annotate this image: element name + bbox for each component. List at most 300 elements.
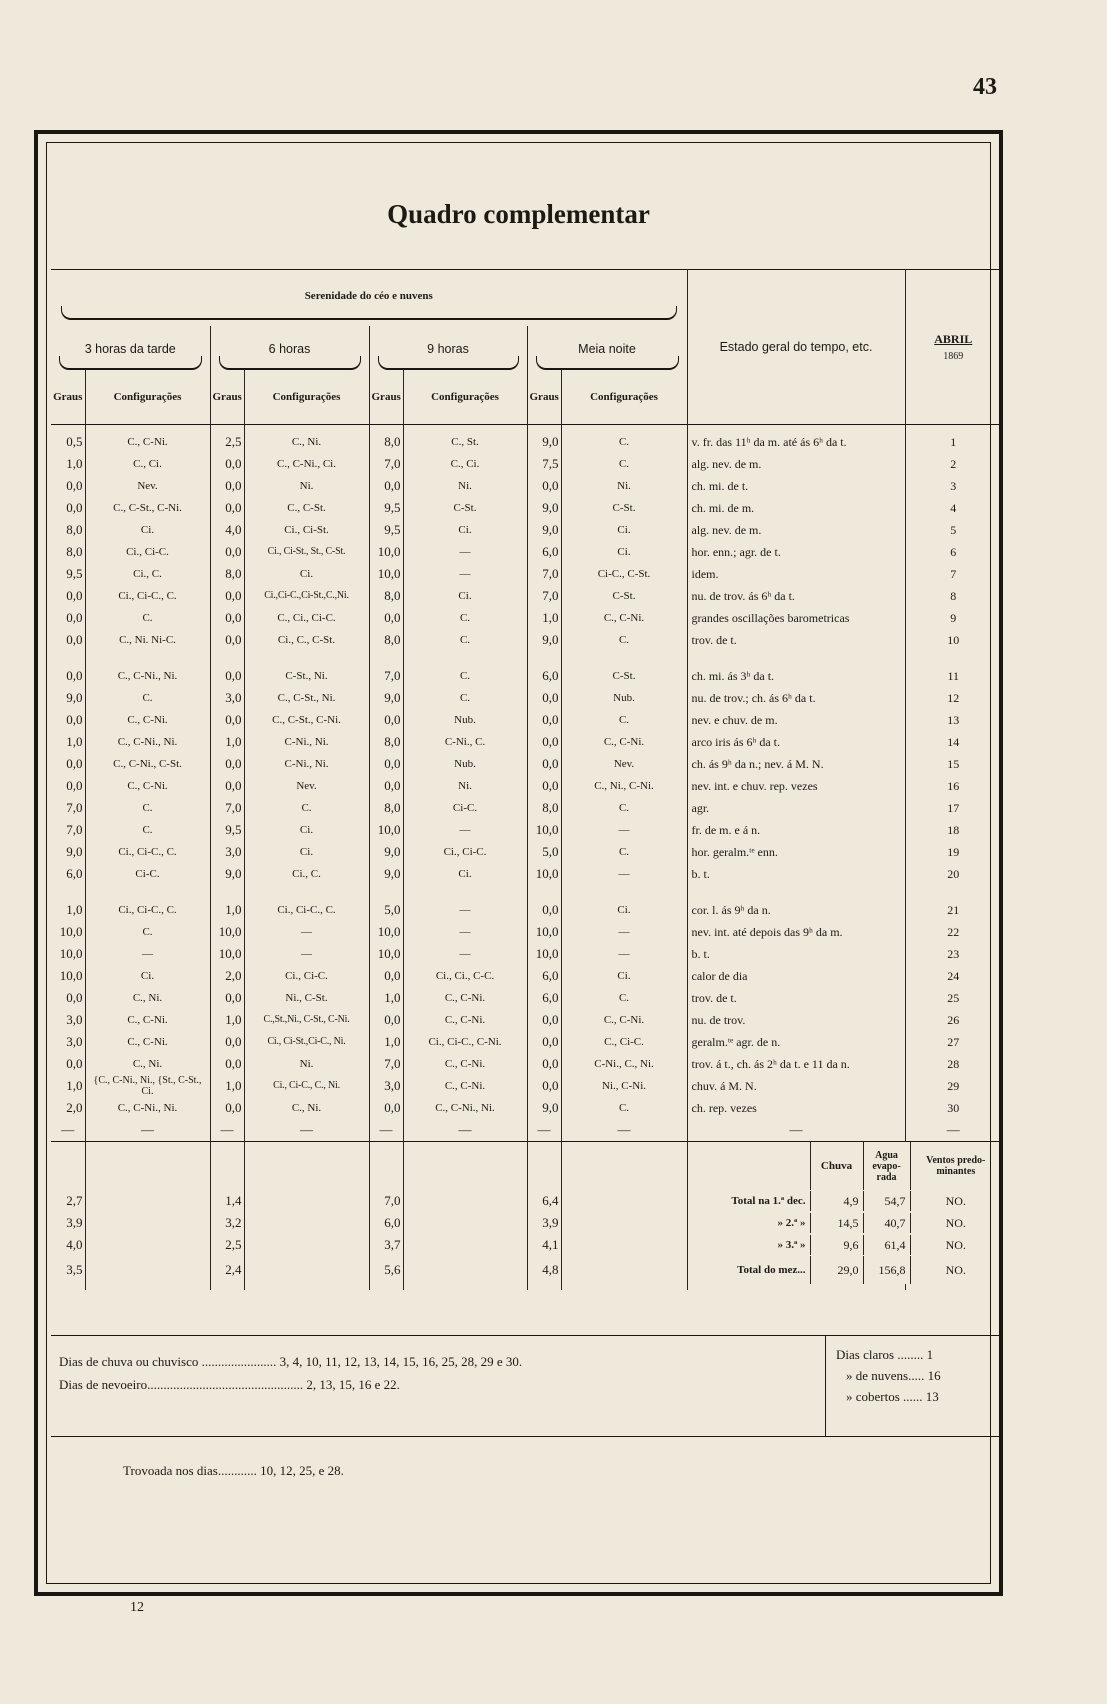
graus-cell: 0,0 [210, 775, 244, 797]
config-cell: Ci., Ci-C., C. [85, 585, 210, 607]
estado-cell: agr. [687, 797, 905, 819]
spacer-cell [527, 1284, 561, 1290]
config-cell: Ci. [561, 965, 687, 987]
graus-cell: 3,0 [210, 687, 244, 709]
graus-cell: 4,0 [210, 519, 244, 541]
table-row [51, 987, 1001, 1009]
spacer-cell [85, 885, 210, 899]
day-number: 15 [905, 753, 1001, 775]
graus-header: Graus [369, 370, 403, 425]
config-cell: C., C-Ni. [403, 1053, 527, 1075]
spacer-cell [244, 651, 369, 665]
config-cell: — [561, 921, 687, 943]
graus-cell: 2,0 [66, 1100, 83, 1115]
config-cell: Ci., Ci., C-C. [403, 965, 527, 987]
config-cell: Ci., C. [85, 563, 210, 585]
config-cell: Ci. [561, 519, 687, 541]
estado-cell: idem. [687, 563, 905, 585]
estado-cell: b. t. [687, 943, 905, 965]
estado-cell: ch. mi. de t. [687, 475, 905, 497]
group-brace [61, 306, 677, 320]
day-number: 21 [905, 899, 1001, 921]
means-row [51, 1212, 1001, 1234]
table-row [51, 563, 1001, 585]
config-cell: C. [561, 453, 687, 475]
nevoeiro-days: 2, 13, 15, 16 e 22. [306, 1377, 400, 1392]
graus-cell: 1,0 [66, 734, 83, 749]
spacer-cell [905, 651, 1001, 665]
spacer-cell [369, 885, 403, 899]
mean-value: 7,0 [369, 1190, 403, 1212]
graus-cell: 1,0 [66, 1078, 83, 1093]
graus-cell: 10,0 [369, 563, 403, 585]
graus-cell: 0,0 [527, 775, 561, 797]
blank-cell [403, 1190, 527, 1212]
summary-cell [687, 1256, 1001, 1284]
graus-cell: 3,0 [66, 1034, 83, 1049]
graus-cell: 9,5 [369, 497, 403, 519]
chuva-days: 3, 4, 10, 11, 12, 13, 14, 15, 16, 25, 28, 29 e 30. [279, 1354, 523, 1369]
table-row [51, 965, 1001, 987]
table-row [51, 1009, 1001, 1031]
spacer-cell [51, 885, 85, 899]
spacer-cell [687, 1284, 905, 1290]
summary-label: Total na 1.ª dec. [731, 1195, 806, 1207]
config-cell: Ni. [561, 475, 687, 497]
graus-cell: 9,0 [527, 629, 561, 651]
config-header: Configurações [561, 370, 687, 425]
estado-cell: cor. l. ás 9ʰ da n. [687, 899, 905, 921]
graus-cell: 8,0 [527, 797, 561, 819]
config-cell: C., C-Ni. [403, 987, 527, 1009]
footer-number: 12 [130, 1600, 144, 1615]
page-title: Quadro complementar [387, 199, 650, 229]
config-cell: Ci. [561, 541, 687, 563]
config-cell: — [561, 863, 687, 885]
bottom-right [825, 1336, 941, 1436]
estado-cell: ch. mi. ás 3ʰ da t. [687, 665, 905, 687]
ventos-header: Ventos predo-minantes [910, 1142, 1002, 1190]
graus-cell: 7,0 [66, 800, 83, 815]
config-cell: Ci., Ci-C., C. [85, 899, 210, 921]
config-cell: — [244, 921, 369, 943]
config-cell: C. [561, 987, 687, 1009]
graus-cell: 10,0 [527, 943, 561, 965]
config-cell: C. [403, 665, 527, 687]
mean-value: 2,4 [210, 1256, 244, 1284]
day-number: 29 [905, 1075, 1001, 1097]
day-number: 25 [905, 987, 1001, 1009]
config-cell: C. [403, 629, 527, 651]
time-header-cell-1 [210, 326, 369, 370]
spacer-cell [561, 1284, 687, 1290]
graus-cell: 0,0 [210, 475, 244, 497]
blank-cell [369, 1142, 403, 1191]
config-cell: C., C-St. [244, 497, 369, 519]
estado-cell: fr. de m. e á n. [687, 819, 905, 841]
config-cell: — [403, 943, 527, 965]
estado-cell: calor de dia [687, 965, 905, 987]
spacer-cell [85, 1284, 210, 1290]
config-cell: C., Ni. [244, 431, 369, 453]
graus-cell: 0,0 [369, 1097, 403, 1119]
estado-cell: b. t. [687, 863, 905, 885]
dash-cell: — [527, 1119, 561, 1142]
graus-cell: 10,0 [369, 541, 403, 563]
graus-cell: 10,0 [527, 863, 561, 885]
mean-value: 4,8 [527, 1256, 561, 1284]
summary-header-cell [687, 1142, 1001, 1191]
graus-cell: 0,0 [527, 1031, 561, 1053]
config-cell: Ci., Ci-St.,Ci-C., Ni. [244, 1031, 369, 1053]
graus-cell: 0,0 [369, 775, 403, 797]
dias-cobertos: » cobertos ...... 13 [846, 1389, 939, 1404]
graus-cell: 0,0 [210, 709, 244, 731]
estado-cell: ch. rep. vezes [687, 1097, 905, 1119]
config-cell: Ci., Ci-C. [85, 541, 210, 563]
blank-cell [561, 1212, 687, 1234]
graus-cell: 5,0 [527, 841, 561, 863]
config-cell: Ci. [85, 965, 210, 987]
table-row [51, 841, 1001, 863]
estado-cell: nev. int. até depois das 9ʰ da m. [687, 921, 905, 943]
config-cell: — [561, 943, 687, 965]
spacer-row [51, 885, 1001, 899]
config-cell: Nev. [244, 775, 369, 797]
config-cell: Ci-C. [85, 863, 210, 885]
summary-ventos: NO. [910, 1191, 1002, 1211]
graus-cell: 8,0 [369, 797, 403, 819]
day-number: 28 [905, 1053, 1001, 1075]
spacer-cell [369, 1284, 403, 1290]
config-cell: Ci., Ci-C., C. [244, 899, 369, 921]
config-cell: C-St. [561, 585, 687, 607]
graus-cell: 6,0 [527, 987, 561, 1009]
day-number: 27 [905, 1031, 1001, 1053]
table-row [51, 629, 1001, 651]
mean-value: 4,1 [527, 1234, 561, 1256]
table-row [51, 475, 1001, 497]
table-row [51, 585, 1001, 607]
summary-agua: 156,8 [863, 1256, 910, 1284]
day-number: 2 [905, 453, 1001, 475]
day-number: 24 [905, 965, 1001, 987]
day-number: 12 [905, 687, 1001, 709]
config-cell: C. [561, 841, 687, 863]
config-cell: C., C-Ni. [85, 431, 210, 453]
graus-cell: 0,0 [210, 497, 244, 519]
estado-cell: hor. geralm.ᵗᵉ enn. [687, 841, 905, 863]
spacer-cell [687, 651, 905, 665]
estado-cell: alg. nev. de m. [687, 519, 905, 541]
config-cell: Ci. [244, 563, 369, 585]
mean-value: 3,9 [66, 1215, 83, 1230]
table-row [51, 665, 1001, 687]
config-cell: — [403, 541, 527, 563]
summary-cell [687, 1212, 1001, 1234]
dash-cell: — [403, 1119, 527, 1142]
dash-cell: — [85, 1119, 210, 1142]
config-cell: — [403, 921, 527, 943]
blank-cell [403, 1212, 527, 1234]
day-number: 17 [905, 797, 1001, 819]
config-cell: Ci-C., C-St. [561, 563, 687, 585]
weather-table [51, 269, 1001, 1290]
graus-cell: 10,0 [59, 924, 83, 939]
graus-cell: 8,0 [369, 731, 403, 753]
table-row [51, 453, 1001, 475]
graus-cell: 9,5 [66, 566, 83, 581]
config-cell: Ci. [403, 519, 527, 541]
graus-cell: 9,0 [66, 690, 83, 705]
summary-label: » 2.ª » [777, 1217, 806, 1229]
estado-cell: alg. nev. de m. [687, 453, 905, 475]
config-cell: C. [561, 797, 687, 819]
config-header: Configurações [85, 370, 210, 425]
graus-cell: 0,0 [527, 1009, 561, 1031]
table-row [51, 797, 1001, 819]
dash-row [51, 1119, 1001, 1142]
graus-cell: 1,0 [210, 1009, 244, 1031]
graus-cell: 8,0 [66, 522, 83, 537]
time-brace-0 [59, 356, 202, 370]
table-row [51, 709, 1001, 731]
config-cell: C. [244, 797, 369, 819]
graus-cell: 0,0 [66, 990, 83, 1005]
graus-cell: 0,0 [369, 753, 403, 775]
mean-value: 1,4 [210, 1190, 244, 1212]
blank-cell [244, 1234, 369, 1256]
month-header-cell [905, 270, 1001, 425]
day-number: 8 [905, 585, 1001, 607]
spacer-cell [561, 885, 687, 899]
config-cell: Ni. [244, 475, 369, 497]
config-cell: C-Ni., Ni. [244, 731, 369, 753]
graus-cell: 8,0 [66, 544, 83, 559]
blank-cell [85, 1142, 210, 1191]
day-number: 30 [905, 1097, 1001, 1119]
means-header-row [51, 1142, 1001, 1191]
means-row [51, 1256, 1001, 1284]
mean-value: 3,2 [210, 1212, 244, 1234]
config-cell: C-Ni., C. [403, 731, 527, 753]
summary-label: Total do mez... [737, 1264, 806, 1276]
mean-value: 6,0 [369, 1212, 403, 1234]
graus-cell: 1,0 [369, 987, 403, 1009]
year-header: 1869 [943, 351, 964, 362]
table-row [51, 943, 1001, 965]
day-number: 7 [905, 563, 1001, 585]
blank-cell [244, 1190, 369, 1212]
estado-cell: v. fr. das 11ʰ da m. até ás 6ʰ da t. [687, 431, 905, 453]
estado-cell: ch. mi. de m. [687, 497, 905, 519]
config-cell: — [403, 563, 527, 585]
graus-cell: 10,0 [369, 943, 403, 965]
config-cell: C., C-Ni. [561, 607, 687, 629]
config-cell: Nev. [561, 753, 687, 775]
spacer-cell [403, 885, 527, 899]
graus-cell: 0,0 [66, 588, 83, 603]
blank-cell [244, 1142, 369, 1191]
config-cell: C., C-St., C-Ni. [244, 709, 369, 731]
graus-cell: 3,0 [66, 1012, 83, 1027]
graus-cell: 8,0 [210, 563, 244, 585]
table-frame [34, 130, 1003, 1596]
day-number: 6 [905, 541, 1001, 563]
graus-cell: 0,0 [210, 585, 244, 607]
graus-cell: 9,5 [210, 819, 244, 841]
graus-cell: 10,0 [527, 819, 561, 841]
graus-cell: 0,0 [66, 632, 83, 647]
mean-value: 2,5 [210, 1234, 244, 1256]
config-cell: C. [403, 687, 527, 709]
config-cell: C. [561, 1097, 687, 1119]
config-cell: C. [85, 797, 210, 819]
day-number: 1 [905, 431, 1001, 453]
blank-cell [561, 1256, 687, 1284]
summary-row [688, 1235, 1002, 1255]
spacer-cell [905, 1284, 1001, 1290]
summary-row [688, 1191, 1002, 1211]
day-number: 14 [905, 731, 1001, 753]
graus-cell: 0,0 [210, 1031, 244, 1053]
config-cell: C., C-Ni., Ni. [85, 1097, 210, 1119]
means-row [51, 1190, 1001, 1212]
config-cell: Ci., Ci-C. [244, 965, 369, 987]
time-header-cell-0 [51, 326, 210, 370]
graus-cell: 6,0 [527, 541, 561, 563]
graus-cell: 9,0 [369, 863, 403, 885]
blank-cell [85, 1190, 210, 1212]
blank-cell [51, 1142, 85, 1191]
time-header-cell-3 [527, 326, 687, 370]
table-row [51, 497, 1001, 519]
config-cell: — [403, 819, 527, 841]
graus-cell: 1,0 [210, 1075, 244, 1097]
nevoeiro-line [59, 1373, 522, 1396]
table-row [51, 519, 1001, 541]
summary-chuva: 29,0 [810, 1256, 863, 1284]
config-cell: C., Ni. [85, 1053, 210, 1075]
month-header: ABRIL [934, 332, 973, 346]
config-cell: C., C-St., C-Ni. [85, 497, 210, 519]
config-cell: Ci., C. [244, 863, 369, 885]
config-cell: Ni. [403, 475, 527, 497]
spacer-cell [403, 1284, 527, 1290]
table-row [51, 431, 1001, 453]
spacer-cell [561, 651, 687, 665]
agua-header: Agua evapo-rada [863, 1142, 910, 1190]
config-cell: Ci., Ci-C. [403, 841, 527, 863]
graus-cell: 7,0 [527, 585, 561, 607]
graus-cell: 3,0 [369, 1075, 403, 1097]
config-cell: C., C-Ni. [403, 1009, 527, 1031]
estado-cell: arco iris ás 6ʰ da t. [687, 731, 905, 753]
dash-cell: — [244, 1119, 369, 1142]
config-cell: Nev. [85, 475, 210, 497]
chuva-line [59, 1350, 522, 1373]
graus-cell: 2,5 [210, 431, 244, 453]
config-cell: C., C-Ni., Ni. [85, 665, 210, 687]
spacer-cell [905, 885, 1001, 899]
config-cell: C. [561, 431, 687, 453]
graus-cell: 0,0 [527, 899, 561, 921]
graus-cell: 2,0 [210, 965, 244, 987]
table-row [51, 607, 1001, 629]
summary-agua: 61,4 [863, 1235, 910, 1255]
day-number: 9 [905, 607, 1001, 629]
graus-cell: 10,0 [210, 943, 244, 965]
config-cell: C., St. [403, 431, 527, 453]
config-cell: C-St., Ni. [244, 665, 369, 687]
spacer-cell [210, 651, 244, 665]
graus-cell: 0,0 [527, 731, 561, 753]
summary-agua: 40,7 [863, 1213, 910, 1233]
estado-header: Estado geral do tempo, etc. [687, 270, 905, 425]
graus-cell: 10,0 [527, 921, 561, 943]
config-cell: Ci. [244, 841, 369, 863]
table-row [51, 1097, 1001, 1119]
graus-cell: 6,0 [527, 965, 561, 987]
config-cell: C., Ni. [85, 987, 210, 1009]
table-row [51, 731, 1001, 753]
graus-cell: 0,0 [210, 1097, 244, 1119]
day-number: 26 [905, 1009, 1001, 1031]
config-cell: Ni., C-Ni. [561, 1075, 687, 1097]
dash-cell: — [61, 1122, 75, 1137]
graus-cell: 0,0 [369, 607, 403, 629]
table-row [51, 899, 1001, 921]
config-header: Configurações [244, 370, 369, 425]
graus-cell: 0,0 [66, 756, 83, 771]
config-cell: C. [403, 607, 527, 629]
day-number: 16 [905, 775, 1001, 797]
time-brace-2 [378, 356, 519, 370]
config-cell: C., Ci-C. [561, 1031, 687, 1053]
trovoada-line: Trovoada nos dias............ 10, 12, 25, e 28. [123, 1463, 344, 1478]
graus-cell: 0,5 [66, 434, 83, 449]
mean-value: 5,6 [369, 1256, 403, 1284]
graus-cell: 0,0 [210, 665, 244, 687]
config-cell: C., Ni. Ni-C. [85, 629, 210, 651]
graus-cell: 5,0 [369, 899, 403, 921]
graus-header: Graus [527, 370, 561, 425]
config-cell: C., C-Ni., Ni. [85, 731, 210, 753]
summary-label: » 3.ª » [777, 1239, 806, 1251]
summary-agua: 54,7 [863, 1191, 910, 1211]
config-cell: Nub. [403, 709, 527, 731]
graus-cell: 10,0 [59, 946, 83, 961]
blank-cell [85, 1212, 210, 1234]
spacer-cell [527, 885, 561, 899]
summary-chuva: 4,9 [810, 1191, 863, 1211]
graus-cell: 0,0 [527, 475, 561, 497]
spacer-cell [51, 1284, 85, 1290]
config-cell: Ci. [561, 899, 687, 921]
config-cell: Ci. [85, 519, 210, 541]
graus-cell: 1,0 [66, 902, 83, 917]
graus-cell: 9,0 [527, 431, 561, 453]
table-frame-inner [46, 142, 991, 1584]
graus-cell: 0,0 [210, 1053, 244, 1075]
blank-cell [403, 1256, 527, 1284]
day-number: 10 [905, 629, 1001, 651]
time-header-2: 9 horas [427, 342, 469, 356]
graus-cell: 10,0 [59, 968, 83, 983]
spacer-cell [51, 651, 85, 665]
day-number: 19 [905, 841, 1001, 863]
time-brace-3 [536, 356, 679, 370]
